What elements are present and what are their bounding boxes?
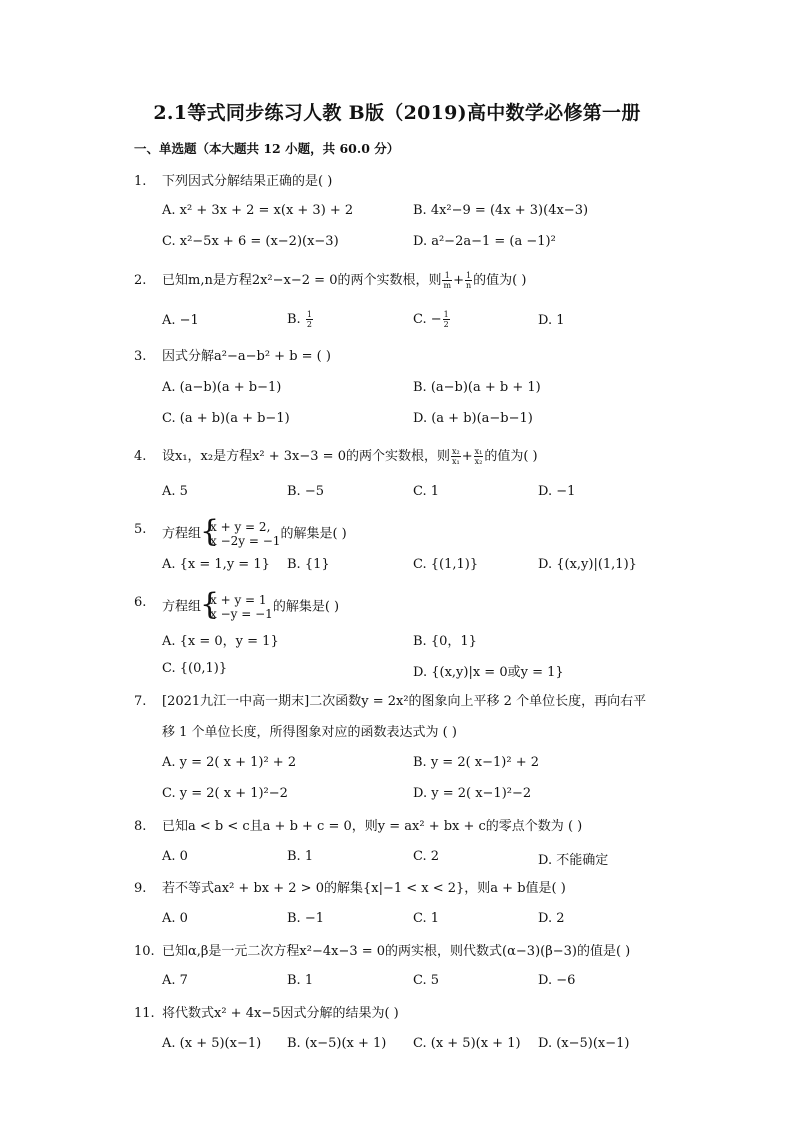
equation-system: { x + y = 1 x −y = −1: [201, 593, 273, 621]
option-a: A. 7: [162, 973, 188, 988]
option-d: D. (x−5)(x−1): [538, 1036, 630, 1051]
option-a: A. (x + 5)(x−1): [162, 1036, 262, 1051]
question-stem: 因式分解a²−a−b² + b = ( ): [162, 349, 331, 364]
option-d: D. 1: [538, 313, 565, 328]
fraction: $\frac{1}{n}$: [465, 271, 472, 290]
section-heading: 一、单选题（本大题共 12 小题，共 60.0 分）: [134, 141, 400, 156]
option-c: C. {(1,1)}: [413, 557, 479, 572]
option-a: A. −1: [162, 313, 199, 328]
stem-text: 的值为( ): [473, 273, 527, 288]
option-c: C. {(0,1)}: [162, 661, 228, 676]
question-number: 2.: [134, 273, 147, 288]
option-a: A. y = 2( x + 1)² + 2: [162, 755, 297, 770]
option-b: B. −5: [287, 484, 324, 499]
question-number: 9.: [134, 881, 147, 896]
stem-text: 的解集是( ): [272, 599, 340, 615]
option-c: C. − $\frac{1}{2}$: [413, 310, 449, 329]
option-b: B. {1}: [287, 557, 330, 572]
stem-text: 设x₁，x₂是方程x² + 3x−3 = 0的两个实数根，则: [162, 449, 450, 464]
stem-text: 已知m,n是方程2x²−x−2 = 0的两个实数根，则: [162, 273, 442, 288]
fraction: $\frac{1}{2}$: [306, 310, 312, 329]
option-b: B. $\frac{1}{2}$: [287, 310, 312, 329]
question-stem: 已知m,n是方程2x²−x−2 = 0的两个实数根，则 $\frac{1}{m}$ + $\frac{1}{n}$ 的值为( ): [162, 271, 527, 290]
question-number: 4.: [134, 449, 147, 464]
question-number: 10.: [134, 944, 155, 959]
question-stem: 设x₁，x₂是方程x² + 3x−3 = 0的两个实数根，则 $\frac{\text{x₂}}{\text{x₁}}$ + $\frac{\text{x₁}}{\text{x₂}}$ 的值为( ): [162, 447, 538, 466]
option-d: D. (a + b)(a−b−1): [413, 411, 533, 426]
question-stem: 将代数式x² + 4x−5因式分解的结果为( ): [162, 1006, 399, 1021]
option-d: D. {(x,y)|x = 0或y = 1}: [413, 665, 564, 680]
option-d: D. 不能确定: [538, 853, 609, 868]
option-c: C. y = 2( x + 1)²−2: [162, 786, 288, 801]
fraction: $\frac{1}{m}$: [443, 271, 452, 290]
option-a: A. {x = 1,y = 1}: [162, 557, 270, 572]
option-b: B. 1: [287, 849, 314, 864]
question-number: 3.: [134, 349, 147, 364]
option-c: C. 1: [413, 911, 440, 926]
option-b: B. (a−b)(a + b + 1): [413, 380, 541, 395]
option-c: C. x²−5x + 6 = (x−2)(x−3): [162, 234, 339, 249]
option-d: D. −1: [538, 484, 576, 499]
option-d: D. a²−2a−1 = (a −1)²: [413, 234, 556, 249]
question-stem: 若不等式ax² + bx + 2 > 0的解集{x|−1 < x < 2}，则a + b值是( ): [162, 881, 566, 896]
stem-text: 的值为( ): [484, 449, 538, 464]
equation-system: { x + y = 2, x −2y = −1: [201, 520, 280, 548]
option-b: B. {0，1}: [413, 634, 477, 649]
fraction: $\frac{\text{x₂}}{\text{x₁}}$: [451, 447, 460, 466]
option-b: B. (x−5)(x + 1): [287, 1036, 387, 1051]
question-number: 8.: [134, 819, 147, 834]
question-number: 11.: [134, 1006, 155, 1021]
fraction: $\frac{\text{x₁}}{\text{x₂}}$: [474, 447, 483, 466]
page-title: 2.1等式同步练习人教 B版（2019)高中数学必修第一册: [153, 102, 641, 124]
option-a: A. x² + 3x + 2 = x(x + 3) + 2: [162, 203, 354, 218]
option-c: C. 1: [413, 484, 440, 499]
fraction: $\frac{1}{2}$: [443, 310, 449, 329]
option-a: A. 5: [162, 484, 188, 499]
option-c: C. 2: [413, 849, 440, 864]
option-c: C. (x + 5)(x + 1): [413, 1036, 521, 1051]
question-stem: [162, 593, 672, 621]
option-c: C. (a + b)(a + b−1): [162, 411, 290, 426]
option-d: D. 2: [538, 911, 565, 926]
question-stem: [2021九江一中高一期末]二次函数y = 2x²的图象向上平移 2 个单位长度，再向右平: [162, 694, 647, 709]
stem-text: 的解集是( ): [280, 526, 347, 542]
stem-text: 方程组: [162, 599, 202, 615]
option-d: D. −6: [538, 973, 576, 988]
option-b: B. −1: [287, 911, 324, 926]
question-number: 6.: [134, 595, 147, 610]
option-a: A. {x = 0，y = 1}: [162, 634, 279, 649]
question-stem: 已知a < b < c且a + b + c = 0，则y = ax² + bx + c的零点个数为 ( ): [162, 819, 583, 834]
question-stem-continued: 移 1 个单位长度，所得图象对应的函数表达式为 ( ): [162, 725, 457, 740]
option-d: D. y = 2( x−1)²−2: [413, 786, 532, 801]
question-7: [134, 692, 674, 742]
question-stem: 下列因式分解结果正确的是( ): [162, 174, 333, 189]
question-stem: 已知α,β是一元二次方程x²−4x−3 = 0的两实根，则代数式(α−3)(β−3)的值是( ): [162, 944, 631, 959]
question-number: 7.: [134, 694, 147, 709]
option-c: C. 5: [413, 973, 440, 988]
option-b: B. y = 2( x−1)² + 2: [413, 755, 540, 770]
question-stem: [162, 520, 672, 548]
option-a: A. 0: [162, 911, 188, 926]
option-d: D. {(x,y)|(1,1)}: [538, 557, 637, 572]
question-number: 5.: [134, 522, 147, 537]
question-number: 1.: [134, 174, 147, 189]
stem-text: 方程组: [162, 526, 202, 542]
option-b: B. 1: [287, 973, 314, 988]
option-a: A. 0: [162, 849, 188, 864]
option-a: A. (a−b)(a + b−1): [162, 380, 282, 395]
option-b: B. 4x²−9 = (4x + 3)(4x−3): [413, 203, 589, 218]
